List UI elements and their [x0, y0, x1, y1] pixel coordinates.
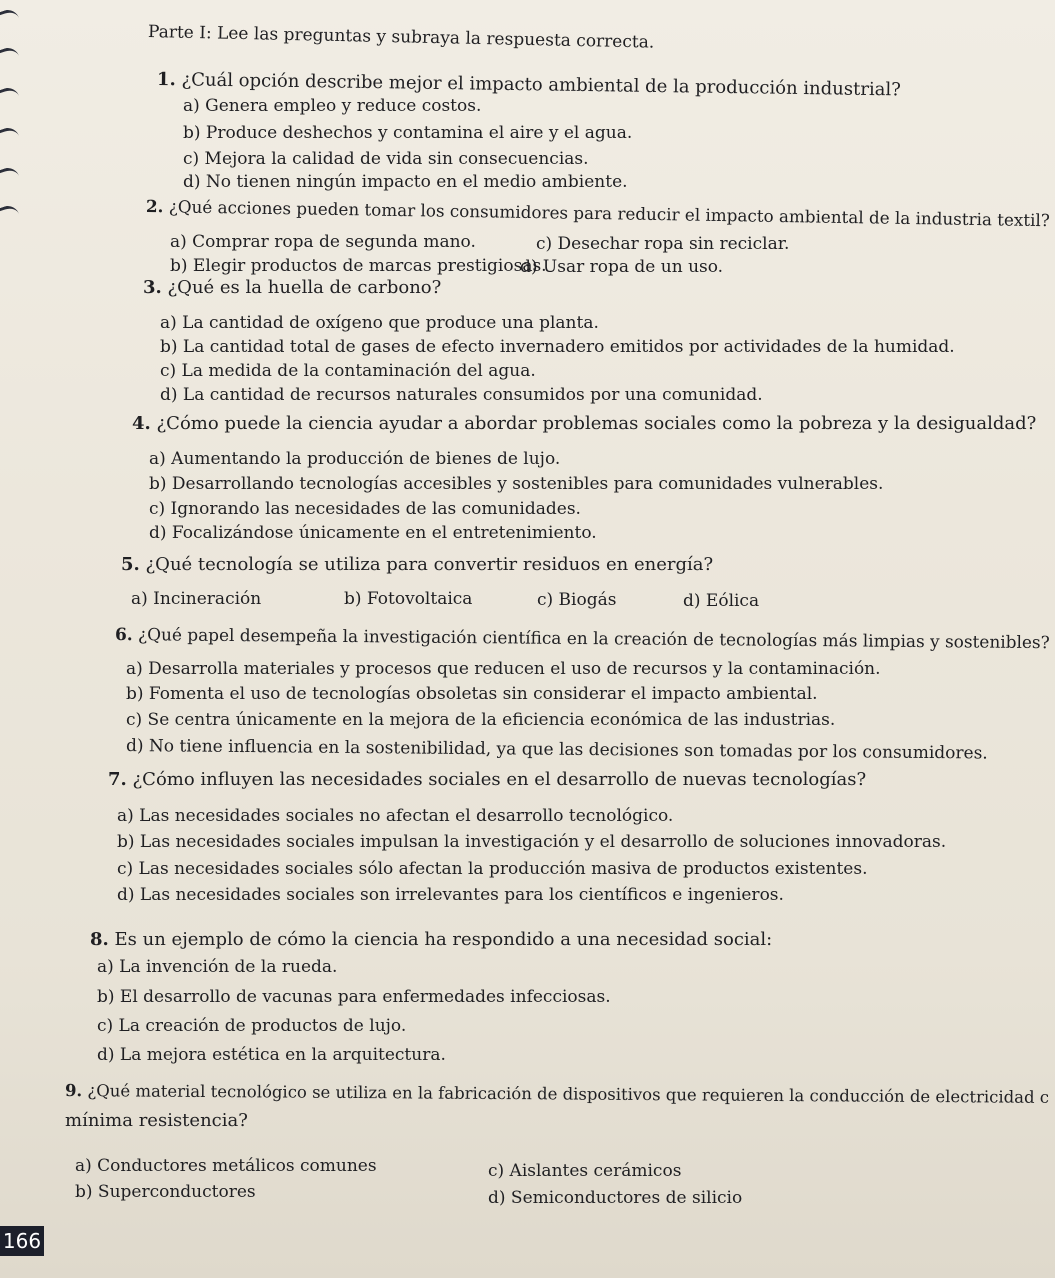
option-7a: a) Las necesidades sociales no afectan el desarrollo tecnológico.	[117, 806, 674, 826]
option-4d: d) Focalizándose únicamente en el entretenimiento.	[149, 523, 597, 543]
binding-ring	[0, 165, 19, 184]
option-9b: b) Superconductores	[75, 1182, 256, 1202]
option-8d: d) La mejora estética en la arquitectura.	[97, 1045, 446, 1065]
question-text: ¿Cómo influyen las necesidades sociales en el desarrollo de nuevas tecnologías?	[132, 769, 867, 790]
question-text: ¿Qué acciones pueden tomar los consumidores para reducir el impacto ambiental de la industria textil?	[168, 196, 1050, 231]
option-9d: d) Semiconductores de silicio	[488, 1188, 743, 1208]
option-3b: b) La cantidad total de gases de efecto invernadero emitidos por actividades de la humidad.	[160, 337, 955, 357]
question-number: 8.	[90, 929, 109, 950]
option-5a: a) Incineración	[131, 589, 262, 609]
option-6b: b) Fomenta el uso de tecnologías obsoletas sin considerar el impacto ambiental.	[126, 684, 818, 704]
binding-ring	[0, 203, 19, 222]
option-2c: c) Desechar ropa sin reciclar.	[536, 234, 790, 254]
question-text: Es un ejemplo de cómo la ciencia ha respondido a una necesidad social:	[114, 929, 773, 950]
question-4	[132, 414, 1036, 434]
question-2	[146, 196, 1050, 230]
question-number: 7.	[108, 769, 127, 790]
question-text: ¿Cuál opción describe mejor el impacto ambiental de la producción industrial?	[181, 69, 901, 101]
option-8a: a) La invención de la rueda.	[97, 957, 338, 977]
option-1d: d) No tienen ningún impacto en el medio ambiente.	[183, 172, 628, 192]
question-number: 9.	[64, 1081, 83, 1101]
question-7	[108, 770, 866, 790]
spiral-binding	[0, 0, 30, 240]
option-6c: c) Se centra únicamente en la mejora de la eficiencia económica de las industrias.	[126, 710, 836, 730]
question-5	[121, 555, 713, 575]
question-9	[65, 1081, 1049, 1108]
question-text: ¿Qué tecnología se utiliza para convertir residuos en energía?	[145, 554, 714, 575]
option-2a: a) Comprar ropa de segunda mano.	[170, 232, 476, 252]
option-3a: a) La cantidad de oxígeno que produce una planta.	[160, 313, 599, 333]
option-4a: a) Aumentando la producción de bienes de lujo.	[149, 449, 561, 469]
page-number: 166	[0, 1226, 44, 1256]
option-9a: a) Conductores metálicos comunes	[75, 1156, 377, 1176]
option-5b: b) Fotovoltaica	[344, 589, 473, 609]
option-1c: c) Mejora la calidad de vida sin consecuencias.	[183, 149, 589, 169]
question-number: 3.	[143, 277, 162, 298]
option-1a: a) Genera empleo y reduce costos.	[183, 96, 482, 116]
option-7c: c) Las necesidades sociales sólo afectan la producción masiva de productos existentes.	[117, 859, 868, 879]
option-3c: c) La medida de la contaminación del agua.	[160, 361, 536, 381]
binding-ring	[0, 45, 19, 64]
question-number: 1.	[156, 69, 176, 91]
question-number: 4.	[132, 413, 151, 434]
question-text: ¿Qué es la huella de carbono?	[167, 277, 442, 298]
question-number: 6.	[114, 624, 133, 645]
question-3	[143, 278, 441, 298]
binding-ring	[0, 85, 19, 104]
binding-ring	[0, 125, 19, 144]
option-7d: d) Las necesidades sociales son irrelevantes para los científicos e ingenieros.	[117, 885, 784, 905]
question-text: ¿Cómo puede la ciencia ayudar a abordar problemas sociales como la pobreza y la desigualdad?	[156, 413, 1037, 434]
option-8c: c) La creación de productos de lujo.	[97, 1016, 407, 1036]
option-5c: c) Biogás	[537, 590, 617, 610]
option-2d: d) Usar ropa de un uso.	[520, 257, 724, 277]
binding-ring	[0, 7, 19, 26]
option-6d: d) No tiene influencia en la sostenibilidad, ya que las decisiones son tomadas por los consumidores.	[125, 736, 988, 764]
option-8b: b) El desarrollo de vacunas para enfermedades infecciosas.	[97, 987, 611, 1007]
section-title: Parte I: Lee las preguntas y subraya la respuesta correcta.	[147, 22, 655, 53]
option-6a: a) Desarrolla materiales y procesos que reducen el uso de recursos y la contaminación.	[126, 659, 881, 679]
option-2b: b) Elegir productos de marcas prestigiosas.	[170, 256, 547, 276]
question-6	[115, 624, 1050, 652]
option-4c: c) Ignorando las necesidades de las comunidades.	[149, 499, 581, 519]
option-1b: b) Produce deshechos y contamina el aire y el agua.	[183, 123, 633, 143]
option-4b: b) Desarrollando tecnologías accesibles y sostenibles para comunidades vulnerables.	[149, 474, 884, 494]
option-3d: d) La cantidad de recursos naturales consumidos por una comunidad.	[160, 385, 763, 405]
option-5d: d) Eólica	[683, 591, 760, 611]
question-9-continuation: mínima resistencia?	[65, 1110, 248, 1131]
option-7b: b) Las necesidades sociales impulsan la investigación y el desarrollo de soluciones innovadoras.	[117, 832, 947, 852]
question-text: ¿Qué material tecnológico se utiliza en la fabricación de dispositivos que requieren la conducción de electricidad c	[87, 1081, 1050, 1107]
question-number: 5.	[121, 554, 140, 575]
question-number: 2.	[145, 196, 164, 217]
question-8	[90, 930, 772, 950]
option-9c: c) Aislantes cerámicos	[488, 1161, 682, 1181]
question-text: ¿Qué papel desempeña la investigación científica en la creación de tecnologías más limpias y sostenibles?	[137, 624, 1050, 653]
